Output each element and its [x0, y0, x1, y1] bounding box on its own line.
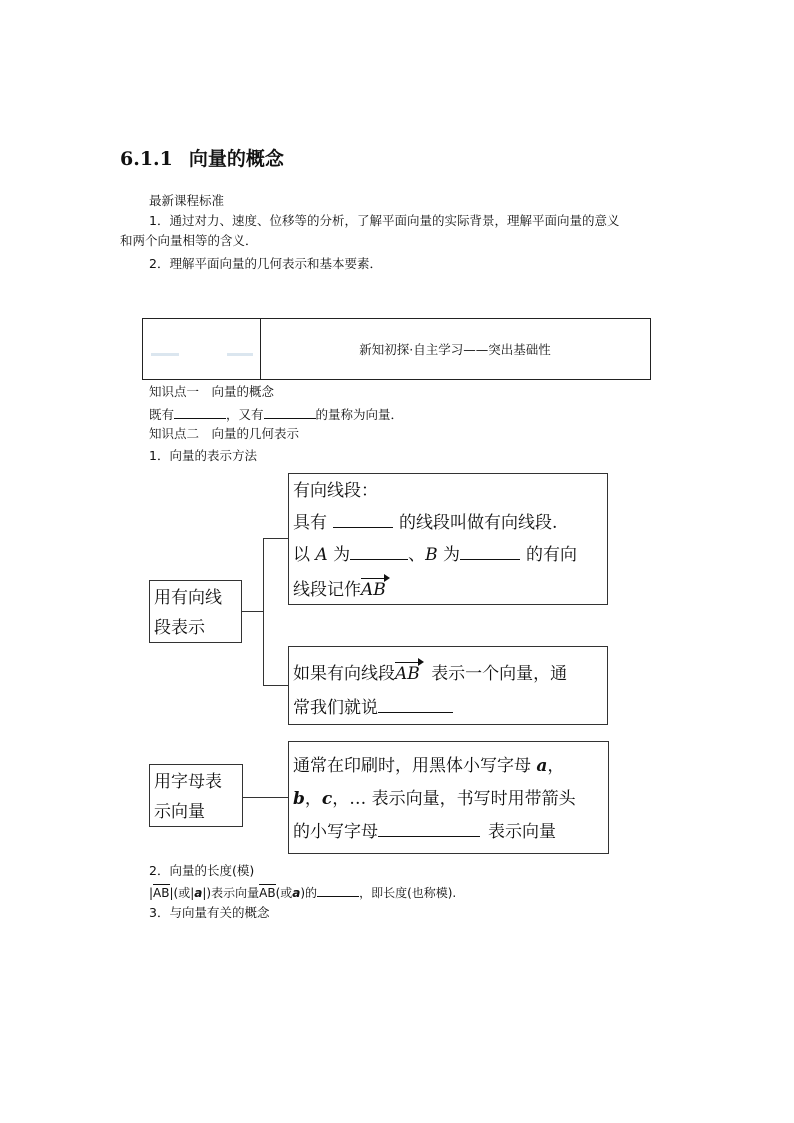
banner-text: 新知初探·自主学习——突出基础性 — [359, 342, 551, 357]
connector — [242, 611, 264, 612]
standards-item2: 2．理解平面向量的几何表示和基本要素． — [149, 256, 382, 271]
blank — [317, 882, 359, 897]
section-number: 6.1.1 — [120, 148, 173, 170]
page-title — [120, 144, 284, 171]
blank — [460, 545, 520, 560]
standards-item1-line1: 1．通过对力、速度、位移等的分析，了解平面向量的实际背景，理解平面向量的意义 — [149, 213, 620, 228]
connector — [263, 685, 289, 686]
kp1-heading: 知识点一 向量的概念 — [149, 384, 275, 399]
kp2-sub1: 1．向量的表示方法 — [149, 448, 257, 463]
directed-segment-box: 有向线段： 具有 的线段叫做有向线段. 以 A 为 、B 为 的有向 线段记作AB — [288, 473, 608, 605]
blank — [174, 404, 226, 419]
blank — [333, 513, 393, 528]
standards-item1-line2: 和两个向量相等的含义． — [120, 233, 258, 248]
blank — [378, 698, 453, 713]
standards-heading: 最新课程标准 — [149, 193, 225, 208]
blank — [264, 404, 316, 419]
connector — [263, 538, 264, 686]
related-concepts-heading: 3．与向量有关的概念 — [149, 905, 270, 920]
letter-notation-box: 通常在印刷时，用黑体小写字母 a， b，c，… 表示向量，书写时用带箭头 的小写字母 表示向量 — [288, 741, 609, 854]
connector — [243, 797, 289, 798]
length-definition: |AB|(或|a|)表示向量AB(或a)的 ，即长度(也称模). — [149, 882, 456, 902]
blank — [378, 822, 480, 837]
section-banner — [142, 318, 651, 380]
length-heading: 2．向量的长度(模) — [149, 863, 255, 878]
banner-decoration — [143, 319, 261, 379]
vector-ab: AB — [361, 580, 386, 600]
section-title: 向量的概念 — [188, 148, 284, 170]
vector-ab: AB — [395, 664, 420, 684]
label-box-letters: 用字母表 示向量 — [149, 764, 243, 827]
label-box-segment: 用有向线 段表示 — [149, 580, 242, 643]
blank — [350, 545, 408, 560]
vector-notation-box: 如果有向线段AB 表示一个向量，通 常我们就说 — [288, 646, 608, 725]
kp1-definition: 既有 ，又有 的量称为向量． — [149, 404, 403, 424]
kp2-heading: 知识点二 向量的几何表示 — [149, 426, 300, 441]
connector — [263, 538, 289, 539]
